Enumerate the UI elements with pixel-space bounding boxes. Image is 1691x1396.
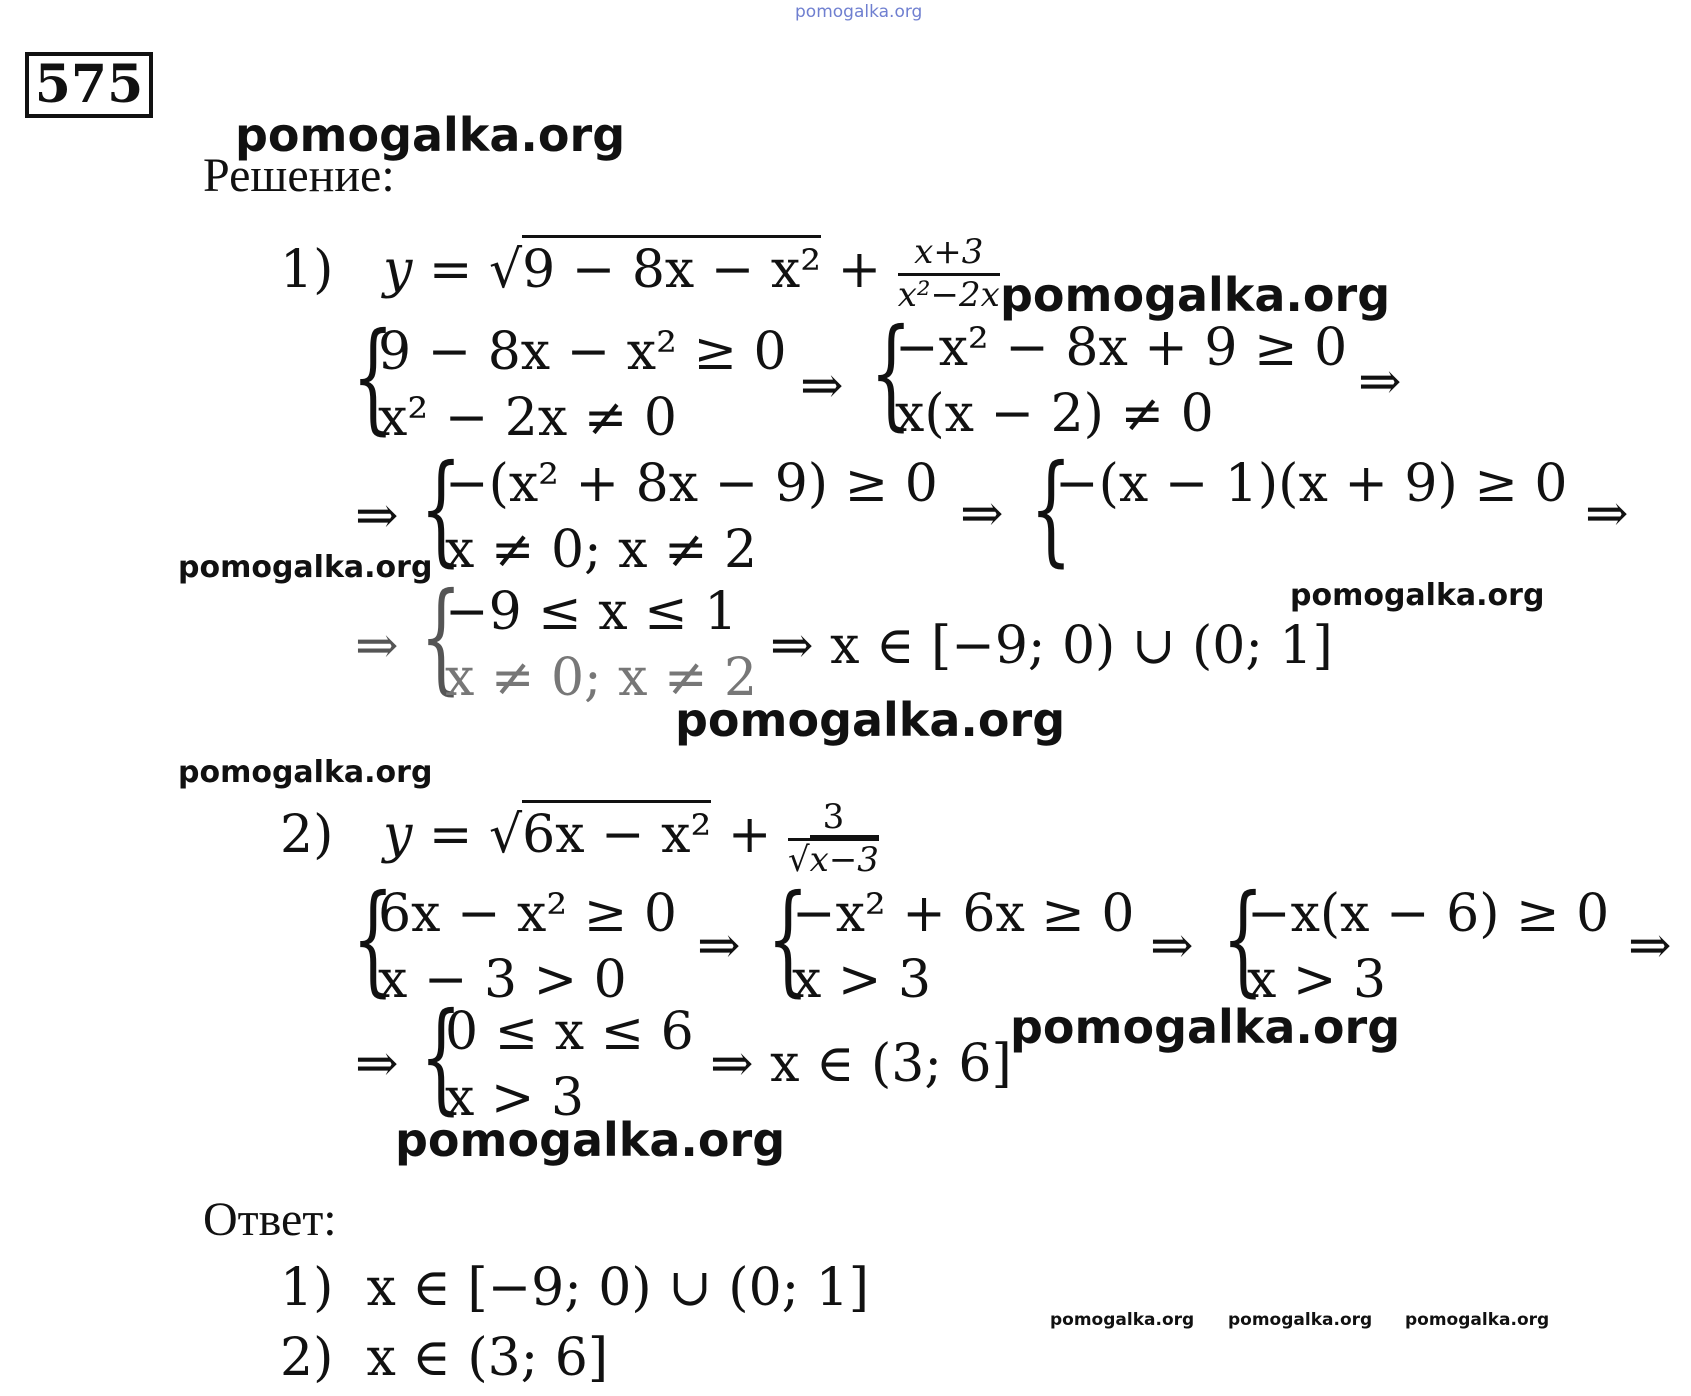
watermark: pomogalka.org — [1000, 268, 1391, 322]
implies-arrow: ⇒ — [697, 916, 741, 976]
implies-arrow: ⇒ — [355, 486, 399, 546]
system-line: −(x − 1)(x + 9) ≥ 0 — [1055, 454, 1568, 514]
system-line: −x(x − 6) ≥ 0 — [1247, 884, 1610, 944]
left-brace: { — [870, 304, 912, 443]
left-brace: { — [352, 308, 394, 447]
watermark: pomogalka.org — [1228, 1310, 1373, 1330]
answer-label: Ответ: — [203, 1193, 337, 1246]
implies-arrow: ⇒ — [355, 616, 399, 676]
part1-number: 1) — [280, 240, 334, 300]
system-line: −(x² + 8x − 9) ≥ 0 — [445, 454, 938, 514]
part2-result: ⇒ x ∈ (3; 6] — [710, 1034, 1012, 1094]
watermark: pomogalka.org — [1010, 1000, 1401, 1054]
left-brace: { — [767, 870, 809, 1009]
part2-equation — [280, 797, 879, 880]
watermark: pomogalka.org — [675, 693, 1066, 747]
answer-text: x ∈ [−9; 0) ∪ (0; 1] — [366, 1258, 870, 1318]
part2-y: y = √ — [382, 805, 523, 865]
system-line: 0 ≤ x ≤ 6 — [445, 1002, 694, 1062]
part2-number: 2) — [280, 805, 334, 865]
watermark: pomogalka.org — [395, 1113, 786, 1167]
system-line: x > 3 — [445, 1068, 585, 1128]
left-brace: { — [1030, 440, 1072, 579]
denominator-radicand: x−3 — [810, 835, 879, 880]
system-line: 9 − 8x − x² ≥ 0 — [378, 322, 787, 382]
watermark: pomogalka.org — [178, 755, 433, 790]
system-line: −x² + 6x ≥ 0 — [792, 884, 1135, 944]
part1-equation — [280, 232, 1000, 315]
system-line: x ≠ 0; x ≠ 2 — [445, 648, 758, 708]
part1-y: y = √ — [382, 240, 523, 300]
sqrt-symbol: √ — [787, 840, 810, 880]
system-line: x > 3 — [792, 950, 932, 1010]
part2-radicand: 6x − x² — [522, 800, 711, 865]
fraction-numerator: x+3 — [898, 235, 1000, 276]
watermark: pomogalka.org — [1050, 1310, 1195, 1330]
left-brace: { — [1222, 870, 1264, 1009]
implies-arrow: ⇒ — [1358, 352, 1402, 412]
answer-number: 1) — [280, 1258, 334, 1318]
part1-fraction — [897, 232, 1000, 315]
implies-arrow: ⇒ — [1585, 484, 1629, 544]
watermark: pomogalka.org — [1405, 1310, 1550, 1330]
part1-radicand: 9 − 8x − x² — [522, 235, 821, 300]
header-watermark: pomogalka.org — [795, 2, 923, 22]
plus-sign: + — [727, 805, 772, 865]
system-line: x − 3 > 0 — [378, 950, 627, 1010]
plus-sign: + — [837, 240, 882, 300]
left-brace: { — [420, 440, 462, 579]
system-line: 6x − x² ≥ 0 — [378, 884, 677, 944]
fraction-denominator: x²−2x — [897, 275, 1000, 315]
answer-line — [280, 1328, 609, 1388]
left-brace: { — [352, 870, 394, 1009]
watermark: pomogalka.org — [178, 550, 433, 585]
fraction-numerator: 3 — [788, 800, 879, 841]
answer-line — [280, 1258, 870, 1318]
implies-arrow: ⇒ — [1628, 916, 1672, 976]
system-line: x(x − 2) ≠ 0 — [895, 384, 1214, 444]
answer-number: 2) — [280, 1328, 334, 1388]
system-line: −x² − 8x + 9 ≥ 0 — [895, 318, 1348, 378]
implies-arrow: ⇒ — [800, 356, 844, 416]
answer-text: x ∈ (3; 6] — [366, 1328, 609, 1388]
left-brace: { — [420, 568, 462, 707]
watermark: pomogalka.org — [235, 108, 626, 162]
system-line: x ≠ 0; x ≠ 2 — [445, 520, 758, 580]
system-line: x > 3 — [1247, 950, 1387, 1010]
system-line: x² − 2x ≠ 0 — [378, 388, 677, 448]
watermark: pomogalka.org — [1290, 578, 1545, 613]
implies-arrow: ⇒ — [960, 484, 1004, 544]
implies-arrow: ⇒ — [1150, 916, 1194, 976]
part2-fraction — [787, 797, 879, 880]
system-line: −9 ≤ x ≤ 1 — [445, 582, 738, 642]
part1-result: ⇒ x ∈ [−9; 0) ∪ (0; 1] — [770, 616, 1333, 676]
implies-arrow: ⇒ — [355, 1034, 399, 1094]
solution-label: Решение: — [203, 149, 395, 202]
left-brace: { — [420, 988, 462, 1127]
problem-number: 575 — [25, 52, 153, 118]
